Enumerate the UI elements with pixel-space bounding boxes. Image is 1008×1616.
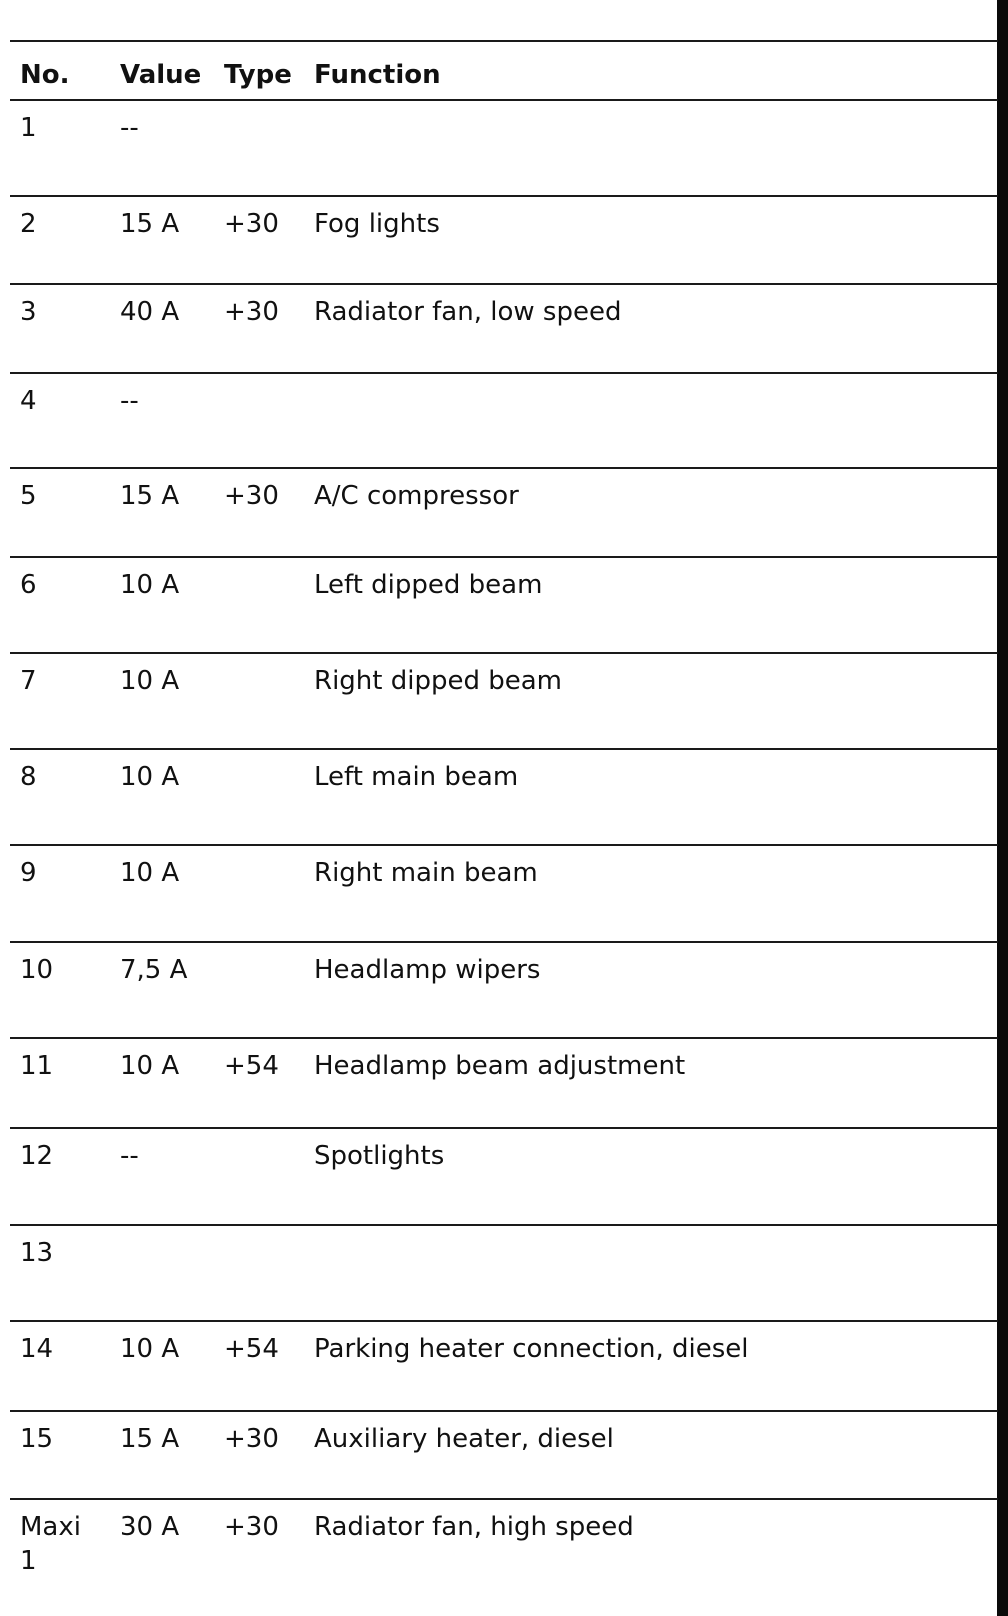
cell-no: 2 (20, 209, 37, 239)
cell-value: -- (120, 113, 139, 143)
cell-function: Left main beam (314, 762, 519, 792)
table-row (10, 1498, 998, 1588)
cell-function: Headlamp beam adjustment (314, 1051, 686, 1081)
cell-no: 4 (20, 386, 37, 416)
cell-function: Parking heater connection, diesel (314, 1334, 749, 1364)
cell-function: Right dipped beam (314, 666, 562, 696)
cell-value: 10 A (120, 1051, 180, 1081)
table-row (10, 372, 998, 467)
cell-no: 12 (20, 1141, 54, 1171)
table-header (10, 40, 998, 99)
table-row (10, 1224, 998, 1320)
cell-value: 30 A (120, 1512, 180, 1542)
cell-value: 15 A (120, 1424, 180, 1454)
table-row (10, 1320, 998, 1410)
cell-no: 1 (20, 113, 37, 143)
header-no: No. (20, 60, 70, 90)
table-row (10, 941, 998, 1037)
cell-function: A/C compressor (314, 481, 519, 511)
cell-no: 10 (20, 955, 54, 985)
cell-no: 8 (20, 762, 37, 792)
cell-type: +30 (224, 1424, 279, 1454)
cell-function: Right main beam (314, 858, 538, 888)
cell-function: Radiator fan, high speed (314, 1512, 634, 1542)
cell-value: 15 A (120, 481, 180, 511)
cell-no: 11 (20, 1051, 54, 1081)
cell-value: -- (120, 1141, 139, 1171)
cell-function: Left dipped beam (314, 570, 543, 600)
cell-value: -- (120, 386, 139, 416)
table-row (10, 99, 998, 195)
table-row (10, 844, 998, 941)
cell-no: 14 (20, 1334, 54, 1364)
cell-no: 3 (20, 297, 37, 327)
cell-value: 10 A (120, 570, 180, 600)
table-row (10, 1127, 998, 1224)
cell-no: 5 (20, 481, 37, 511)
fuse-table (10, 40, 998, 1588)
cell-value: 7,5 A (120, 955, 188, 985)
cell-no: 15 (20, 1424, 54, 1454)
cell-type: +30 (224, 209, 279, 239)
cell-type: +54 (224, 1051, 279, 1081)
cell-no: 9 (20, 858, 37, 888)
cell-no: 6 (20, 570, 37, 600)
table-row (10, 1037, 998, 1127)
header-value: Value (120, 60, 202, 90)
table-row (10, 1410, 998, 1498)
table-row (10, 283, 998, 372)
table-row (10, 467, 998, 556)
page-edge-bar (997, 0, 1008, 1616)
cell-value: 10 A (120, 762, 180, 792)
cell-type: +30 (224, 1512, 279, 1542)
cell-type: +30 (224, 297, 279, 327)
cell-function: Auxiliary heater, diesel (314, 1424, 614, 1454)
cell-value: 10 A (120, 858, 180, 888)
cell-function: Spotlights (314, 1141, 445, 1171)
header-type: Type (224, 60, 292, 90)
cell-value: 40 A (120, 297, 180, 327)
cell-value: 10 A (120, 666, 180, 696)
cell-function: Headlamp wipers (314, 955, 541, 985)
table-row (10, 748, 998, 844)
cell-type: +54 (224, 1334, 279, 1364)
cell-function: Radiator fan, low speed (314, 297, 622, 327)
cell-type: +30 (224, 481, 279, 511)
cell-value: 15 A (120, 209, 180, 239)
table-row (10, 652, 998, 748)
header-function: Function (314, 60, 441, 90)
cell-no: 13 (20, 1238, 54, 1268)
cell-value: 10 A (120, 1334, 180, 1364)
cell-function: Fog lights (314, 209, 440, 239)
table-row (10, 195, 998, 283)
cell-no: 7 (20, 666, 37, 696)
cell-no: Maxi 1 (20, 1512, 81, 1576)
table-row (10, 556, 998, 652)
